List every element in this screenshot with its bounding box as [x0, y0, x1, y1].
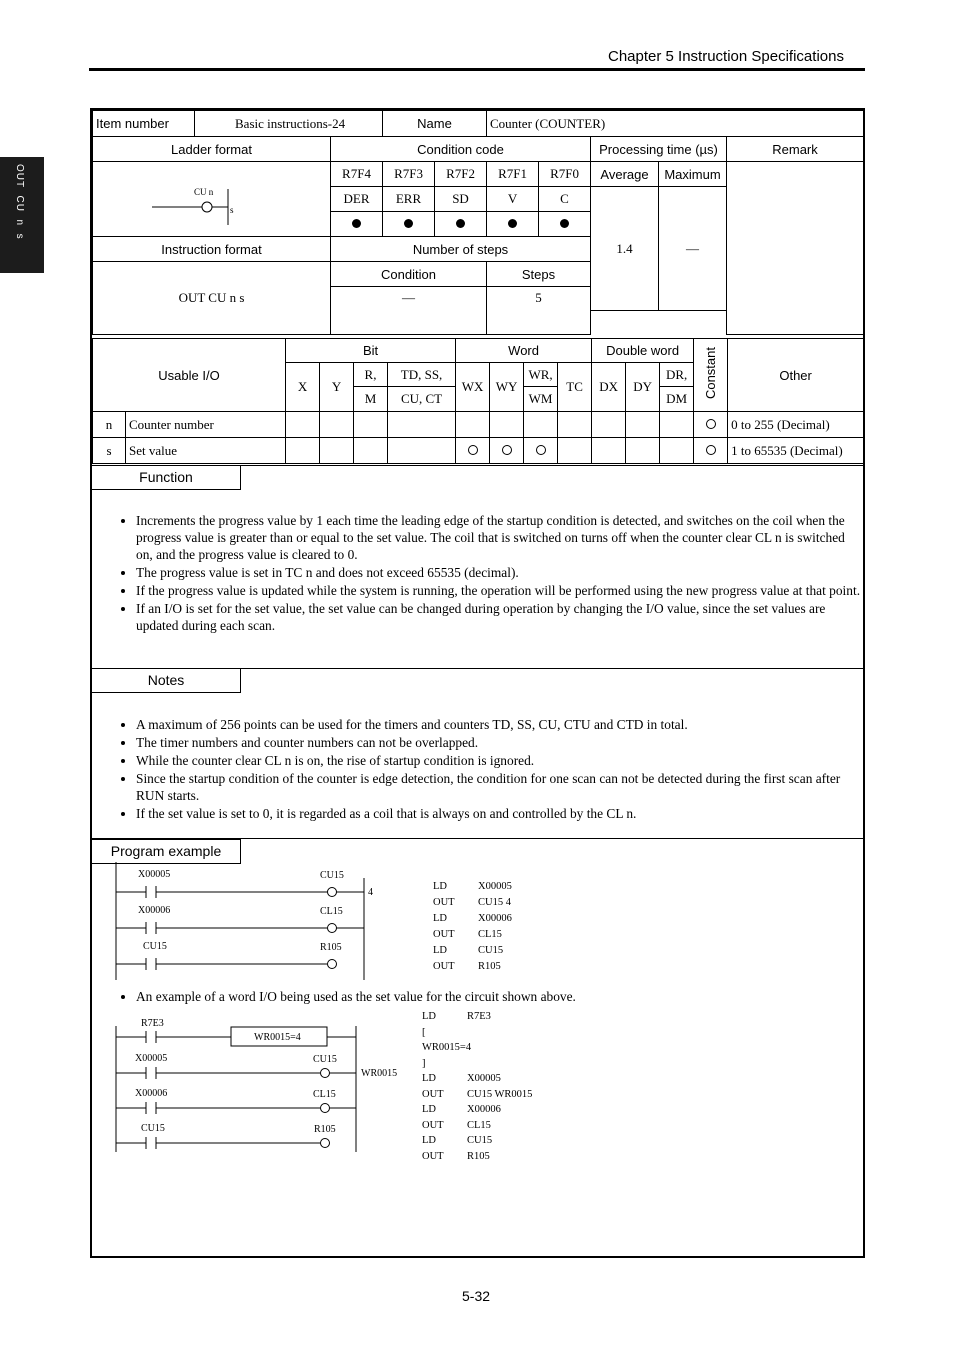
mnemonic-op: OUT — [433, 929, 455, 940]
io-col-tc: TC — [558, 363, 592, 412]
mnemonic-operand: X00005 — [478, 881, 512, 892]
io-row-mark — [354, 438, 388, 464]
io-row — [93, 438, 864, 464]
usable-io-label: Usable I/O — [93, 339, 286, 412]
mnemonic-operand: CL15 — [478, 929, 502, 940]
word-label: Word — [456, 339, 592, 363]
io-col-m: M — [354, 387, 388, 412]
usable-circle-icon — [706, 419, 716, 429]
mnemonic-op: ] — [422, 1057, 426, 1069]
function-bullet: • Increments the progress value by 1 each time the leading edge of the startup condition is detected, and switches on the coil when the progress value is greater than or equal to the set value. The coil that is switched on turns off when the counter clear CL n is switched on, and the progress value is cleared to 0. — [136, 512, 863, 563]
io-col-wy: WY — [490, 363, 524, 412]
io-row-mark — [592, 412, 626, 438]
usable-circle-icon — [502, 445, 512, 455]
coil-label: CU15 — [320, 870, 344, 881]
contact-label: X00005 — [135, 1053, 168, 1064]
mnemonic-line — [422, 1025, 532, 1041]
rung-1 — [116, 869, 373, 898]
number-of-steps-label: Number of steps — [331, 237, 591, 262]
io-rows — [93, 412, 864, 464]
contact-label: X00006 — [135, 1088, 168, 1099]
instruction-format-value: OUT CU n s — [93, 262, 331, 335]
mnemonic-op: WR0015=4 — [422, 1042, 472, 1053]
mnemonic-line — [422, 1009, 532, 1025]
mnemonic-line — [433, 959, 512, 975]
set-value-label: 4 — [368, 887, 373, 898]
symbol-bottom-label: s — [229, 205, 234, 215]
chapter-header: Chapter 5 Instruction Specifications — [608, 48, 844, 65]
io-col-dx: DX — [592, 363, 626, 412]
average-label: Average — [591, 162, 659, 187]
mnemonic-operand: CU15 WR0015 — [467, 1088, 533, 1100]
mnemonic-line — [422, 1087, 532, 1103]
header-rule — [89, 68, 865, 71]
io-row-mark — [490, 438, 524, 464]
mnemonic-op: OUT — [422, 1088, 444, 1100]
steps-value: 5 — [487, 287, 591, 335]
spec-table — [92, 110, 864, 335]
condition-value: — — [331, 287, 487, 335]
mnemonic-op: OUT — [422, 1150, 444, 1162]
io-col-x: X — [286, 363, 320, 412]
cc-header-r7f2: R7F2 — [435, 162, 487, 187]
usable-circle-icon — [468, 445, 478, 455]
io-col-y: Y — [320, 363, 354, 412]
mnemonic-op: LD — [433, 945, 447, 956]
io-row-mark — [286, 412, 320, 438]
io-row-mark — [558, 438, 592, 464]
coil-label: R105 — [314, 1124, 336, 1135]
io-row-mark — [320, 438, 354, 464]
rung-2 — [116, 1053, 397, 1079]
cc-dot — [487, 212, 539, 237]
notes-list — [112, 716, 863, 823]
mnemonic-line — [433, 943, 512, 959]
mnemonic-line — [422, 1056, 532, 1072]
io-col-dr-top: DR, — [660, 363, 694, 387]
function-bullet: • The progress value is set in TC n and does not exceed 65535 (decimal). — [136, 564, 863, 581]
condition-label: Condition — [331, 262, 487, 287]
side-tab-text: OUT CU n s — [14, 164, 25, 240]
mnemonic-operand: CU15 — [478, 945, 504, 956]
mnemonic-op: LD — [422, 1135, 436, 1146]
io-row-other: 0 to 255 (Decimal) — [728, 412, 864, 438]
mnemonic-operand: X00006 — [467, 1104, 501, 1115]
notes-bullet: • A maximum of 256 points can be used for the timers and counters TD, SS, CU, CTU and CTD in total. — [136, 716, 863, 733]
io-row-constant — [694, 412, 728, 438]
steps-label: Steps — [487, 262, 591, 287]
io-row-mark — [354, 412, 388, 438]
rung-3 — [116, 1088, 356, 1114]
io-row-mark — [558, 412, 592, 438]
rung-1 — [116, 1018, 356, 1046]
io-row-symbol: n — [93, 412, 126, 438]
compare-box-label: WR0015=4 — [254, 1032, 301, 1043]
cc-header-r7f4: R7F4 — [331, 162, 383, 187]
cc-name-v: V — [487, 187, 539, 212]
io-col-td-top: TD, SS, — [388, 363, 456, 387]
mnemonic-line — [433, 879, 512, 895]
notes-bullet: • The timer numbers and counter numbers can not be overlapped. — [136, 734, 863, 751]
mnemonic-line — [433, 895, 512, 911]
mnemonic-operand: CU15 4 — [478, 897, 511, 908]
mnemonic-op: OUT — [422, 1119, 444, 1131]
double-word-label: Double word — [592, 339, 694, 363]
io-col-dm: DM — [660, 387, 694, 412]
contact-label: CU15 — [141, 1123, 165, 1134]
io-row-mark — [626, 412, 660, 438]
ladder-diagram-2 — [110, 1012, 410, 1154]
mnemonic-line — [422, 1102, 532, 1118]
mnemonic-line — [422, 1149, 532, 1165]
usable-circle-icon — [706, 445, 716, 455]
coil-label: R105 — [320, 942, 342, 953]
rung-3 — [116, 941, 342, 970]
io-row-mark — [388, 438, 456, 464]
ladder-diagram-1 — [110, 862, 390, 984]
remark-value — [727, 162, 864, 335]
maximum-label: Maximum — [659, 162, 727, 187]
mnemonic-op: OUT — [433, 897, 455, 908]
mnemonic-line — [422, 1133, 532, 1149]
io-row-mark — [286, 438, 320, 464]
io-row-mark — [626, 438, 660, 464]
mnemonic-op: LD — [422, 1073, 436, 1084]
cc-name-sd: SD — [435, 187, 487, 212]
constant-label-cell — [694, 339, 728, 412]
mnemonic-op: [ — [422, 1026, 426, 1038]
constant-label: Constant — [703, 346, 719, 400]
contact-label: X00005 — [138, 869, 171, 880]
mnemonic-operand: X00005 — [467, 1073, 501, 1084]
mnemonic-op: LD — [422, 1104, 436, 1115]
cc-dot — [383, 212, 435, 237]
mnemonic-list-2 — [422, 1009, 532, 1164]
io-col-cu-ct: CU, CT — [388, 387, 456, 412]
usable-circle-icon — [536, 445, 546, 455]
ladder-format-label: Ladder format — [93, 137, 331, 162]
io-col-dy: DY — [626, 363, 660, 412]
set-value-label: WR0015 — [361, 1068, 398, 1079]
item-number-value: Basic instructions-24 — [195, 111, 383, 137]
io-row — [93, 412, 864, 438]
io-row-other: 1 to 65535 (Decimal) — [728, 438, 864, 464]
mnemonic-operand: CL15 — [467, 1119, 491, 1131]
cc-dot — [539, 212, 591, 237]
mnemonic-line — [433, 911, 512, 927]
cc-dot — [435, 212, 487, 237]
notes-bullet: • If the set value is set to 0, it is regarded as a coil that is always on and controlled by the CL n. — [136, 805, 863, 822]
coil-label: CU15 — [313, 1054, 337, 1065]
mnemonic-operand: X00006 — [478, 913, 512, 924]
name-label: Name — [383, 111, 487, 137]
mnemonic-operand: R105 — [467, 1150, 490, 1162]
contact-label: CU15 — [143, 941, 167, 952]
io-col-wr-top: WR, — [524, 363, 558, 387]
io-col-r-top: R, — [354, 363, 388, 387]
maximum-value: — — [659, 187, 727, 311]
contact-label: X00006 — [138, 905, 171, 916]
notes-label: Notes — [92, 668, 241, 693]
io-row-description: Counter number — [126, 412, 286, 438]
rung-4 — [116, 1123, 336, 1149]
notes-bullet: • Since the startup condition of the counter is edge detection, the condition for one scan can not be detected during the first scan after RUN starts. — [136, 770, 863, 804]
mnemonic-op: LD — [433, 913, 447, 924]
mnemonic-list-1 — [433, 879, 512, 975]
symbol-top-label: CU n — [193, 187, 213, 197]
program-example-label: Program example — [92, 839, 241, 864]
coil-label: CL15 — [320, 906, 343, 917]
io-row-mark — [456, 412, 490, 438]
page-number: 5-32 — [462, 1288, 491, 1304]
mnemonic-operand: R7E3 — [467, 1011, 491, 1022]
cc-header-r7f1: R7F1 — [487, 162, 539, 187]
function-label: Function — [92, 465, 241, 490]
instruction-format-label: Instruction format — [93, 237, 331, 262]
remark-label: Remark — [727, 137, 864, 162]
mnemonic-line — [422, 1118, 532, 1134]
ladder-symbol-cell — [93, 162, 331, 237]
mnemonic-line — [433, 927, 512, 943]
io-col-wm: WM — [524, 387, 558, 412]
other-label: Other — [728, 339, 864, 412]
io-row-constant — [694, 438, 728, 464]
mnemonic-line — [422, 1071, 532, 1087]
mnemonic-line — [422, 1040, 532, 1056]
side-tab — [0, 157, 44, 273]
function-bullet: • If the progress value is updated while the system is running, the operation will be performed using the new progress value at that point. — [136, 582, 863, 599]
cc-header-r7f3: R7F3 — [383, 162, 435, 187]
io-row-mark — [592, 438, 626, 464]
io-row-mark — [320, 412, 354, 438]
mnemonic-op: LD — [422, 1011, 436, 1022]
cc-name-der: DER — [331, 187, 383, 212]
cc-name-err: ERR — [383, 187, 435, 212]
coil-label: CL15 — [313, 1089, 336, 1100]
condition-code-label: Condition code — [331, 137, 591, 162]
counter-coil-symbol — [152, 167, 272, 227]
io-row-mark — [660, 412, 694, 438]
mnemonic-op: LD — [433, 881, 447, 892]
io-row-description: Set value — [126, 438, 286, 464]
function-list — [112, 512, 863, 635]
io-col-wx: WX — [456, 363, 490, 412]
io-row-mark — [524, 438, 558, 464]
contact-label: R7E3 — [141, 1018, 164, 1029]
item-number-label: Item number — [93, 111, 195, 137]
name-value: Counter (COUNTER) — [487, 111, 864, 137]
io-row-mark — [660, 438, 694, 464]
bit-label: Bit — [286, 339, 456, 363]
function-bullet: • If an I/O is set for the set value, the set value can be changed during operation by changing the I/O value, since the set values are updated during each scan. — [136, 600, 863, 634]
example-bullet-list — [112, 988, 863, 1006]
cc-header-r7f0: R7F0 — [539, 162, 591, 187]
rung-2 — [116, 905, 364, 934]
io-row-mark — [524, 412, 558, 438]
mnemonic-operand: CU15 — [467, 1135, 493, 1146]
io-row-mark — [388, 412, 456, 438]
io-row-symbol: s — [93, 438, 126, 464]
usable-io-table — [92, 338, 864, 464]
io-row-mark — [456, 438, 490, 464]
mnemonic-operand: R105 — [478, 961, 501, 972]
mnemonic-op: OUT — [433, 961, 455, 972]
example-bullet: • An example of a word I/O being used as the set value for the circuit shown above. — [136, 988, 863, 1005]
cc-dot — [331, 212, 383, 237]
cc-name-c: C — [539, 187, 591, 212]
io-row-mark — [490, 412, 524, 438]
notes-bullet: • While the counter clear CL n is on, the rise of startup condition is ignored. — [136, 752, 863, 769]
average-value: 1.4 — [591, 187, 659, 311]
processing-time-label: Processing time (µs) — [591, 137, 727, 162]
